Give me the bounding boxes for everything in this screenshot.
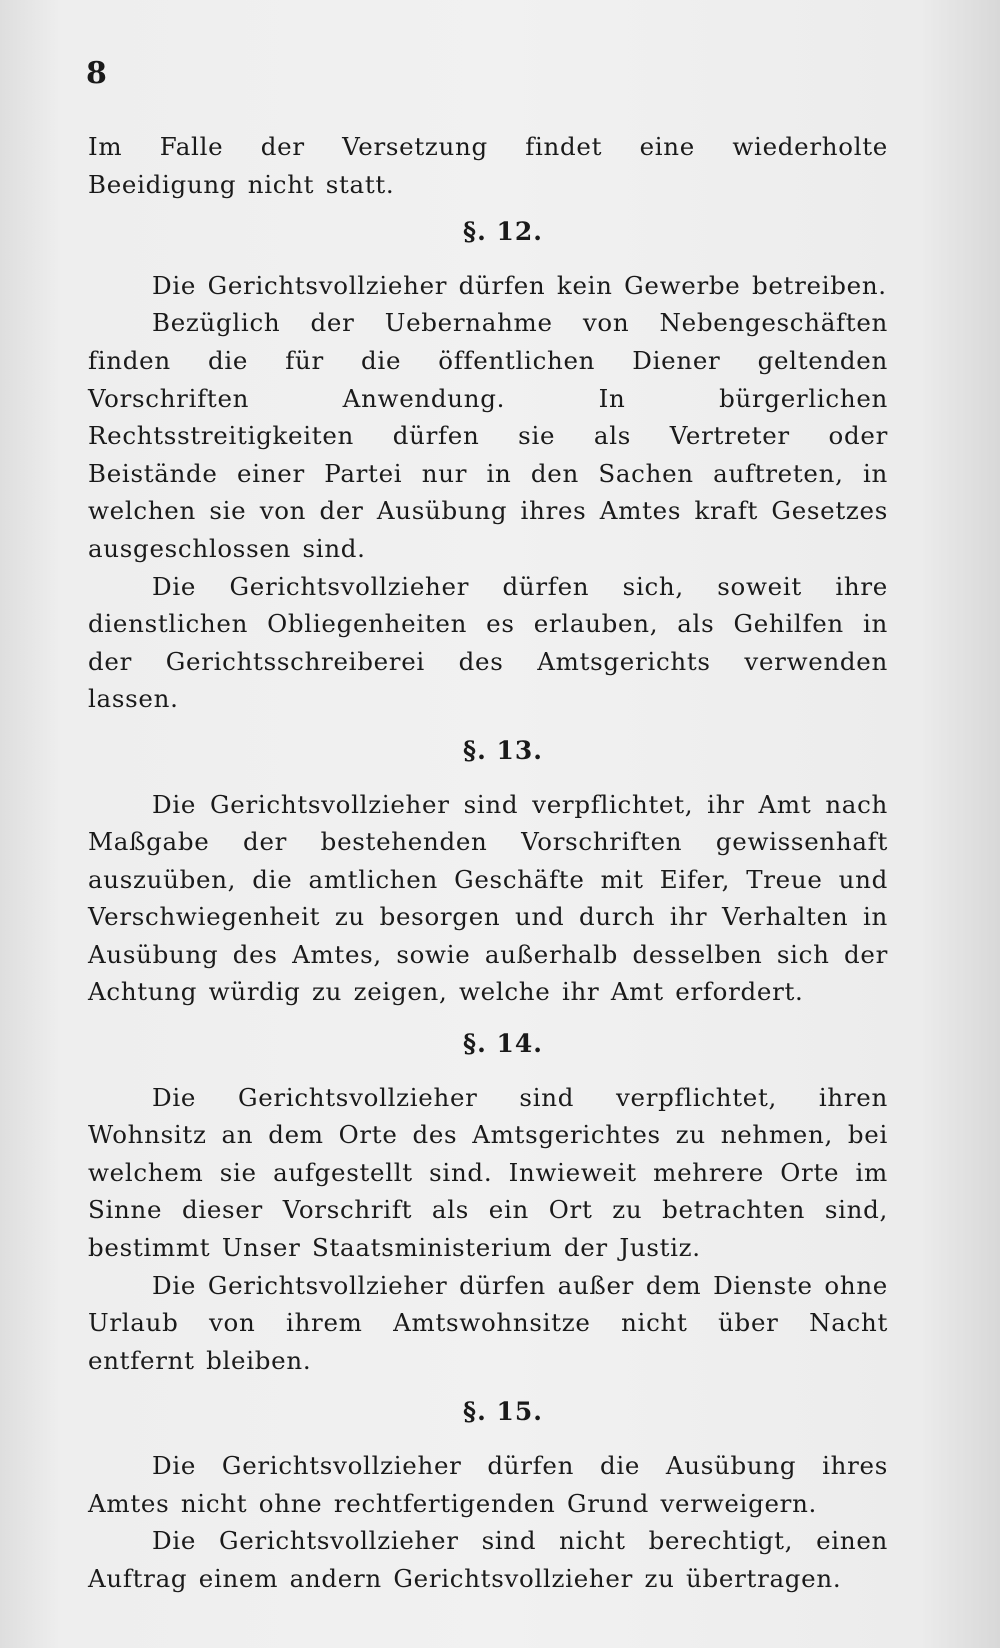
paragraph-refusal: Die Gerichtsvollzieher dürfen die Ausübung ihres Amtes nicht ohne rechtfertigenden Grund verweigern. [88, 1451, 888, 1518]
document-body [88, 128, 888, 1597]
section-heading-12: §. 12. [463, 217, 543, 247]
paragraph-oath-transfer: Im Falle der Versetzung findet eine wiederholte Beeidigung nicht statt. [88, 132, 888, 199]
paragraph-residence: Die Gerichtsvollzieher sind verpflichtet, ihren Wohnsitz an dem Orte des Amtsgerichtes zu nehmen, bei welchem sie aufgestellt sind. Inwieweit mehrere Orte im Sinne dieser Vorschrift als ein Ort zu betrachten sind, bestimmt Unser Staatsministerium der Justiz. [88, 1082, 888, 1263]
paragraph-duties: Die Gerichtsvollzieher sind verpflichtet, ihr Amt nach Maßgabe der bestehenden Vorschriften gewissenhaft auszuüben, die amtlichen Geschäfte mit Eifer, Treue und Verschwiegenheit zu besorgen und durch ihr Verhalten in Ausübung des Amtes, sowie außerhalb desselben sich der Achtung würdig zu zeigen, welche ihr Amt erfordert. [88, 789, 888, 1007]
section-heading-14: §. 14. [463, 1029, 543, 1059]
paragraph-side-business: Bezüglich der Uebernahme von Nebengeschäften finden die für die öffentlichen Diener geltenden Vorschriften Anwendung. In bürgerlichen Rechtsstreitigkeiten dürfen sie als Vertreter oder Beistände einer Partei nur in den Sachen auftreten, in welchen sie von der Ausübung ihres Amtes kraft Gesetzes ausgeschlossen sind. [88, 308, 888, 563]
paragraph-leave: Die Gerichtsvollzieher dürfen außer dem Dienste ohne Urlaub von ihrem Amtswohnsitze nicht über Nacht entfernt bleiben. [88, 1270, 888, 1375]
page-number: 8 [86, 56, 107, 91]
section-heading-15: §. 15. [463, 1397, 543, 1427]
section-heading-13: §. 13. [463, 735, 543, 765]
paragraph-no-trade: Die Gerichtsvollzieher dürfen kein Gewerbe betreiben. [152, 270, 887, 300]
paragraph-delegation: Die Gerichtsvollzieher sind nicht berechtigt, einen Auftrag einem andern Gerichtsvollzieher zu übertragen. [88, 1526, 888, 1593]
paragraph-assistant-clerk: Die Gerichtsvollzieher dürfen sich, soweit ihre dienstlichen Obliegenheiten es erlauben, als Gehilfen in der Gerichtsschreiberei des Amtsgerichts verwenden lassen. [88, 571, 888, 714]
